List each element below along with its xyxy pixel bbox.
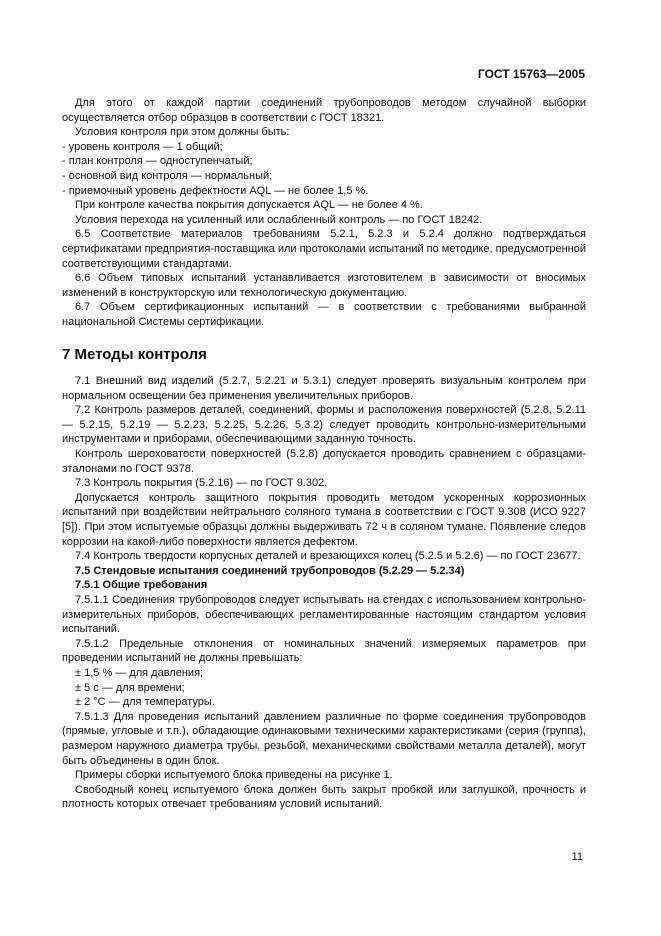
clause-7-1: 7.1 Внешний вид изделий (5.2.7, 5.2.21 и 5.3.1) следует проверять визуальным контролем при нормальном освещении без применения увеличительных приборов. <box>62 375 586 402</box>
paragraph: Контроль шероховатости поверхностей (5.2.8) допускается проводить сравнением с образцами-эталонами по ГОСТ 9378. <box>62 448 586 475</box>
section-title: Методы контроля <box>74 345 207 363</box>
list-item: - план контроля — одноступенчатый; <box>62 155 253 168</box>
clause-6-7: 6.7 Объем сертификационных испытаний — в соответствии с требованиями выбранной национальной Системы сертификации. <box>62 301 586 328</box>
paragraph: Допускается контроль защитного покрытия проводить методом ускоренных коррозионных испытаний при воздействии нейтрального соляного тумана в соответствии с ГОСТ 9.308 (ИСО 9227 [5]). При этом испытуемые образцы должны выдерживать 72 ч в соляном тумане. Появление следов коррозии на какой-либо поверхности является дефектом. <box>62 491 586 548</box>
section-heading <box>62 345 586 363</box>
tolerance-item: ± 1,5 % — для давления; <box>75 666 204 679</box>
paragraph: Свободный конец испытуемого блока должен быть закрыт пробкой или заглушкой, прочность и плотность которых отвечает требованиям условий испытаний. <box>62 783 586 811</box>
clause-7-5-1-2: 7.5.1.2 Предельные отклонения от номинальных значений измеряемых параметров при проведении испытаний не должны превышать: <box>62 637 586 665</box>
clause-7-4: 7.4 Контроль твердости корпусных деталей и врезающихся колец (5.2.5 и 5.2.6) — по ГОСТ 23677. <box>75 550 581 563</box>
clause-7-2: 7.2 Контроль размеров деталей, соединений, формы и расположения поверхностей (5.2.8, 5.2.11 — 5.2.15, 5.2.19 — 5.2.23, 5.2.25, 5.2.26, 5.3.2) следует проводить контрольно-измерительными инструментами и приборами, обеспечивающими заданную точность. <box>62 404 586 446</box>
tolerance-item: ± 2 °С — для температуры. <box>75 696 215 709</box>
section-number: 7 <box>62 345 71 363</box>
paragraph: Для этого от каждой партии соединений трубопроводов методом случайной выборки осуществляется отбор образцов в соответствии с ГОСТ 18321. <box>62 97 586 124</box>
clause-6-5: 6.5 Соответствие материалов требованиям 5.2.1, 5.2.3 и 5.2.4 должно подтверждаться сертификатами предприятия-поставщика или протоколами испытаний по методике, предусмотренной соответствующими стандартами. <box>62 228 586 270</box>
list-item: - уровень контроля — 1 общий; <box>62 140 223 153</box>
clause-7-5-1-3: 7.5.1.3 Для проведения испытаний давлением различные по форме соединения трубопроводов (прямые, угловые и т.п.), обладающие одинаковыми техническими характеристиками (серия (группа), размером наружного диаметра трубы, резьбой, механическими свойствами металла деталей), могут быть объединены в один блок. <box>62 710 586 767</box>
page-number: 11 <box>571 851 583 863</box>
tolerance-item: ± 5 с — для времени; <box>75 681 185 694</box>
paragraph: При контроле качества покрытия допускается AQL — не более 4 %. <box>75 199 423 212</box>
list-item: - основной вид контроля — нормальный; <box>62 169 273 182</box>
paragraph: Условия контроля при этом должны быть: <box>75 126 290 139</box>
paragraph: Примеры сборки испытуемого блока приведены на рисунке 1. <box>75 769 393 782</box>
clause-7-3: 7.3 Контроль покрытия (5.2.16) — по ГОСТ 9.302. <box>75 477 328 490</box>
clause-6-6: 6.6 Объем типовых испытаний устанавливается изготовителем в зависимости от вносимых изменений в конструкторскую или технологическую документацию. <box>62 272 586 299</box>
list-item: - приемочный уровень дефектности AQL — не более 1,5 %. <box>62 184 369 197</box>
paragraph: Условия перехода на усиленный или ослабленный контроль — по ГОСТ 18242. <box>75 213 483 226</box>
clause-7-5-1-1: 7.5.1.1 Соединения трубопроводов следует испытывать на стендах с использованием контрольно-измерительных приборов, обеспечивающих регламентированные настоящим стандартом условия испытаний. <box>62 594 586 636</box>
document-code: ГОСТ 15763—2005 <box>477 67 585 81</box>
page-body <box>62 96 586 812</box>
subsection-heading-7-5: 7.5 Стендовые испытания соединений трубопроводов (5.2.29 — 5.2.34) <box>75 564 465 577</box>
subsection-heading-7-5-1: 7.5.1 Общие требования <box>75 579 208 592</box>
